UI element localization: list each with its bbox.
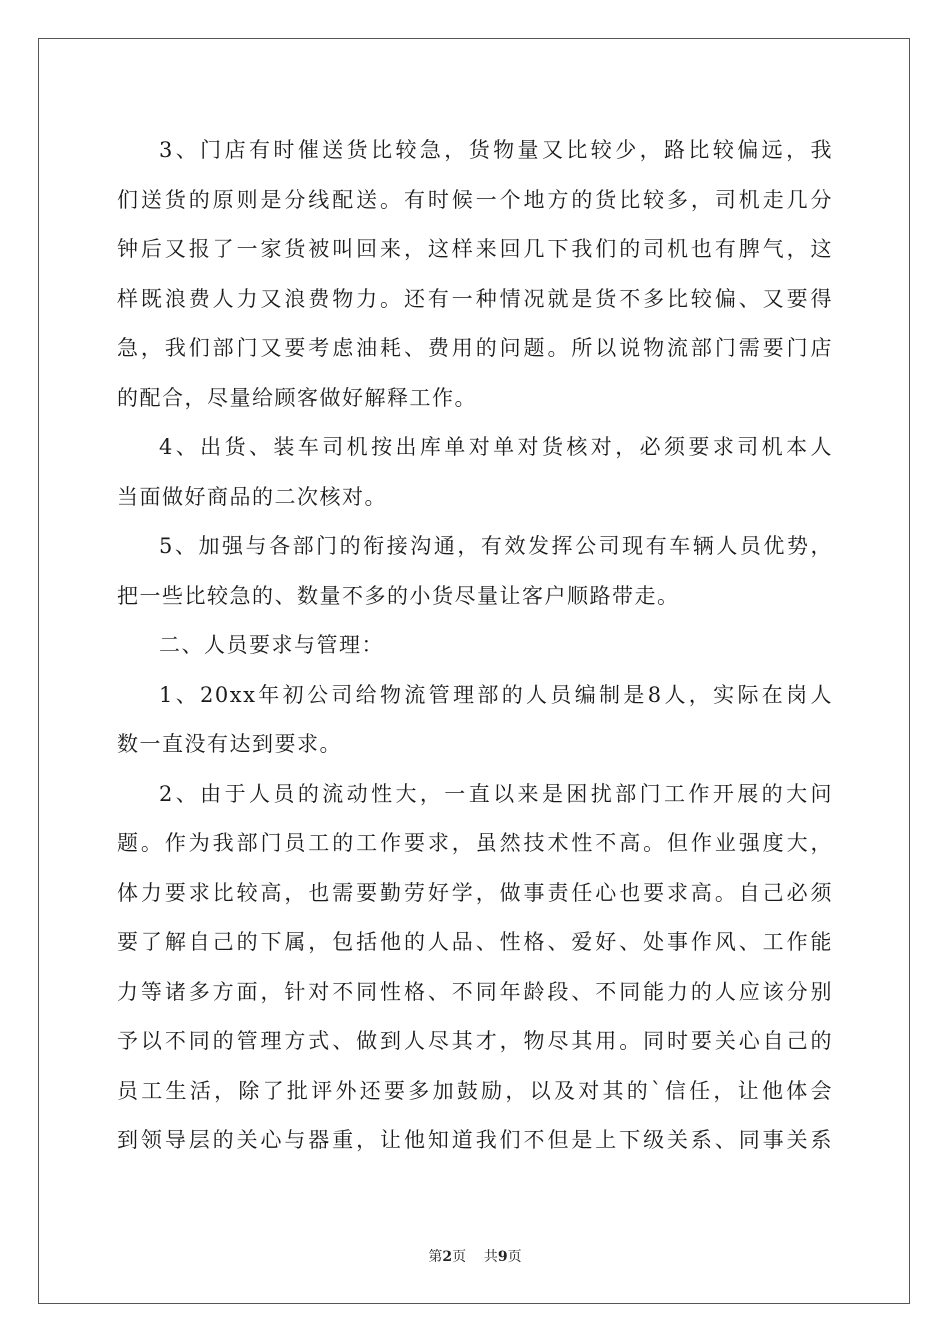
text-line: 4、出货、装车司机按出库单对单对货核对，必须要求司机本人 <box>159 435 833 459</box>
total-suffix: 页 <box>507 1249 522 1265</box>
page-prefix: 第 <box>428 1249 443 1265</box>
text-line: 2、由于人员的流动性大，一直以来是困扰部门工作开展的大问 <box>159 781 833 806</box>
text-line: 急，我们部门又要考虑油耗、费用的问题。所以说物流部门需要门店 <box>117 336 833 360</box>
page-suffix: 页 <box>452 1249 467 1265</box>
text-line: 5、加强与各部门的衔接沟通，有效发挥公司现有车辆人员优势， <box>159 534 833 558</box>
text-line: 们送货的原则是分线配送。有时候一个地方的货比较多，司机走几分 <box>117 187 833 212</box>
page-footer <box>0 1246 950 1266</box>
paragraph-item-4 <box>117 423 833 522</box>
text-line: 予以不同的管理方式、做到人尽其才，物尽其用。同时要关心自己的 <box>117 1029 833 1053</box>
text-line: 题。作为我部门员工的工作要求，虽然技术性不高。但作业强度大， <box>117 831 833 855</box>
text-line: 3、门店有时催送货比较急，货物量又比较少，路比较偏远，我 <box>159 138 833 162</box>
paragraph-item-5 <box>117 522 833 621</box>
total-pages: 9 <box>497 1249 508 1265</box>
text-line: 数一直没有达到要求。 <box>117 732 342 756</box>
section-heading-personnel <box>117 621 833 671</box>
page-number: 2 <box>442 1249 453 1265</box>
text-line: 钟后又报了一家货被叫回来，这样来回几下我们的司机也有脾气，这 <box>117 237 833 261</box>
text-line: 到领导层的关心与器重，让他知道我们不但是上下级关系、同事关系 <box>117 1128 833 1152</box>
total-prefix: 共 <box>483 1249 498 1265</box>
text-line: 力等诸多方面，针对不同性格、不同年龄段、不同能力的人应该分别 <box>117 979 833 1004</box>
text-line: 把一些比较急的、数量不多的小货尽量让客户顺路带走。 <box>117 583 680 608</box>
text-line: 样既浪费人力又浪费物力。还有一种情况就是货不多比较偏、又要得 <box>117 286 833 311</box>
text-line: 的配合，尽量给顾客做好解释工作。 <box>117 385 477 410</box>
document-body <box>117 126 833 1166</box>
section-heading: 二、人员要求与管理： <box>159 633 384 657</box>
text-line: 体力要求比较高，也需要勤劳好学，做事责任心也要求高。自己必须 <box>117 880 833 905</box>
text-line: 1、20xx年初公司给物流管理部的人员编制是8人，实际在岗人 <box>159 682 833 707</box>
paragraph-personnel-1 <box>117 671 833 770</box>
text-line: 要了解自己的下属，包括他的人品、性格、爱好、处事作风、工作能 <box>117 930 833 954</box>
text-line: 当面做好商品的二次核对。 <box>117 484 387 509</box>
paragraph-item-3 <box>117 126 833 423</box>
paragraph-personnel-2 <box>117 770 833 1166</box>
text-line: 员工生活，除了批评外还要多加鼓励，以及对其的`信任，让他体会 <box>117 1078 833 1103</box>
